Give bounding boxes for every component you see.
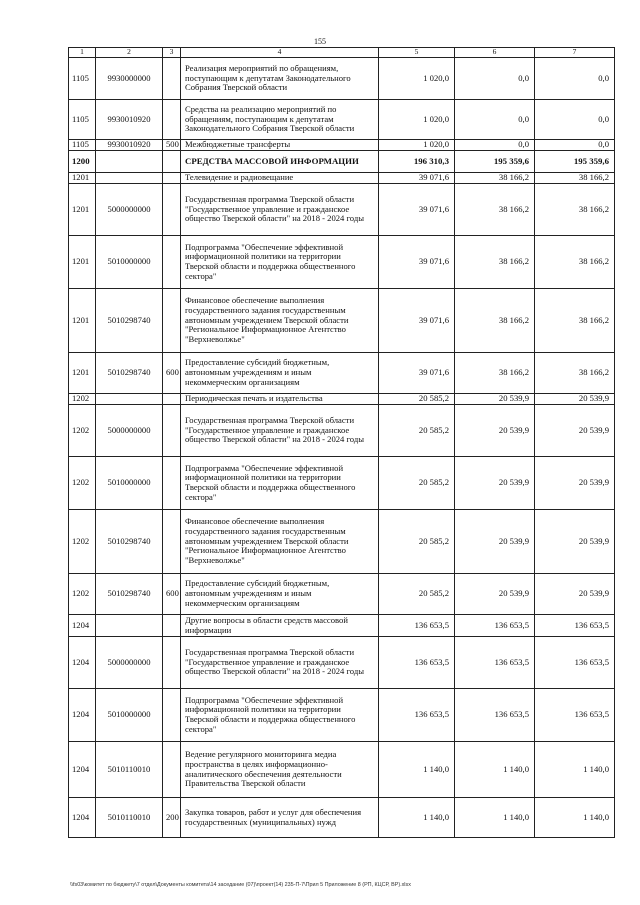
row-code: 1201	[69, 289, 96, 353]
row-target-code: 5010000000	[96, 689, 163, 742]
row-target-code	[96, 151, 163, 173]
row-expense-type	[163, 58, 181, 100]
row-name: Ведение регулярного мониторинга медиа пространства в целях информационно-аналитического обеспечения деятельности Правительства Тверской области	[181, 742, 379, 798]
row-value-col5: 39 071,6	[379, 184, 455, 236]
row-code: 1201	[69, 184, 96, 236]
row-name: Предоставление субсидий бюджетным, автономным учреждениям и иным некоммерческим организациям	[181, 353, 379, 394]
row-name: Финансовое обеспечение выполнения государственного задания государственным автономным учреждением Тверской области "Региональное Информационное Агентство "Верхневолжье"	[181, 510, 379, 574]
row-value-col7: 20 539,9	[535, 394, 615, 405]
row-expense-type: 600	[163, 353, 181, 394]
row-expense-type	[163, 615, 181, 637]
row-value-col5: 1 140,0	[379, 798, 455, 838]
row-target-code: 5010110010	[96, 742, 163, 798]
row-name: Финансовое обеспечение выполнения государственного задания государственным автономным учреждением Тверской области "Региональное Информационное Агентство "Верхневолжье"	[181, 289, 379, 353]
row-value-col6: 0,0	[455, 100, 535, 140]
column-header: 6	[455, 48, 535, 58]
column-header: 3	[163, 48, 181, 58]
row-value-col5: 39 071,6	[379, 289, 455, 353]
row-value-col6: 38 166,2	[455, 184, 535, 236]
row-code: 1204	[69, 742, 96, 798]
row-expense-type	[163, 100, 181, 140]
row-value-col7: 38 166,2	[535, 184, 615, 236]
row-expense-type: 500	[163, 140, 181, 151]
row-value-col5: 20 585,2	[379, 394, 455, 405]
row-expense-type	[163, 742, 181, 798]
row-value-col5: 39 071,6	[379, 236, 455, 289]
row-value-col6: 136 653,5	[455, 637, 535, 689]
row-name: Реализация мероприятий по обращениям, поступающим к депутатам Законодательного Собрания Тверской области	[181, 58, 379, 100]
row-expense-type	[163, 689, 181, 742]
table-row	[69, 58, 615, 100]
row-target-code: 5010000000	[96, 236, 163, 289]
row-name: Подпрограмма "Обеспечение эффективной информационной политики на территории Тверской области и поддержка общественного сектора"	[181, 236, 379, 289]
row-value-col7: 1 140,0	[535, 742, 615, 798]
row-value-col7: 1 140,0	[535, 798, 615, 838]
row-code: 1202	[69, 405, 96, 457]
row-value-col6: 20 539,9	[455, 394, 535, 405]
row-code: 1105	[69, 100, 96, 140]
row-value-col7: 38 166,2	[535, 173, 615, 184]
row-value-col6: 195 359,6	[455, 151, 535, 173]
row-value-col7: 136 653,5	[535, 615, 615, 637]
row-value-col6: 38 166,2	[455, 236, 535, 289]
row-code: 1201	[69, 173, 96, 184]
column-header: 1	[69, 48, 96, 58]
row-value-col7: 0,0	[535, 100, 615, 140]
row-code: 1201	[69, 353, 96, 394]
row-value-col7: 20 539,9	[535, 457, 615, 510]
table-row	[69, 510, 615, 574]
row-value-col6: 1 140,0	[455, 742, 535, 798]
row-name: Межбюджетные трансферты	[181, 140, 379, 151]
row-value-col6: 20 539,9	[455, 405, 535, 457]
table-row	[69, 151, 615, 173]
row-expense-type	[163, 236, 181, 289]
row-expense-type	[163, 184, 181, 236]
row-target-code: 5000000000	[96, 637, 163, 689]
row-expense-type	[163, 394, 181, 405]
row-target-code: 9930000000	[96, 58, 163, 100]
row-expense-type	[163, 405, 181, 457]
column-header: 7	[535, 48, 615, 58]
row-value-col7: 136 653,5	[535, 689, 615, 742]
row-value-col5: 136 653,5	[379, 689, 455, 742]
table-row	[69, 353, 615, 394]
row-code: 1200	[69, 151, 96, 173]
row-expense-type	[163, 457, 181, 510]
table-row	[69, 173, 615, 184]
row-target-code: 5010000000	[96, 457, 163, 510]
row-target-code: 5000000000	[96, 184, 163, 236]
row-value-col6: 1 140,0	[455, 798, 535, 838]
row-target-code: 5000000000	[96, 405, 163, 457]
row-value-col5: 1 020,0	[379, 58, 455, 100]
row-value-col6: 0,0	[455, 140, 535, 151]
table-row	[69, 457, 615, 510]
page-number: 155	[314, 37, 326, 46]
row-code: 1204	[69, 798, 96, 838]
table-row	[69, 615, 615, 637]
budget-table	[68, 47, 615, 838]
row-code: 1105	[69, 58, 96, 100]
table-row	[69, 394, 615, 405]
row-value-col5: 20 585,2	[379, 510, 455, 574]
row-value-col6: 38 166,2	[455, 289, 535, 353]
column-number-row	[69, 48, 615, 58]
row-value-col7: 195 359,6	[535, 151, 615, 173]
row-code: 1204	[69, 637, 96, 689]
row-target-code: 5010298740	[96, 510, 163, 574]
table-row	[69, 236, 615, 289]
row-expense-type	[163, 637, 181, 689]
row-name: Подпрограмма "Обеспечение эффективной информационной политики на территории Тверской области и поддержка общественного сектора"	[181, 689, 379, 742]
row-value-col6: 0,0	[455, 58, 535, 100]
table-row	[69, 289, 615, 353]
row-value-col7: 20 539,9	[535, 574, 615, 615]
row-code: 1204	[69, 689, 96, 742]
file-path-footer: \\fs03\комитет по бюджету\7 отдел\Документы комитета\14 заседание (07)\проект(14) 235-П-7\Прил 5 Приложение 8 (РП, КЦСР, ВР).xlsx	[70, 882, 411, 888]
table-row	[69, 742, 615, 798]
row-code: 1202	[69, 394, 96, 405]
row-target-code: 9930010920	[96, 100, 163, 140]
row-name: Телевидение и радиовещание	[181, 173, 379, 184]
row-value-col7: 0,0	[535, 140, 615, 151]
row-value-col5: 1 140,0	[379, 742, 455, 798]
table-row	[69, 574, 615, 615]
table-row	[69, 184, 615, 236]
row-target-code: 5010110010	[96, 798, 163, 838]
row-value-col5: 20 585,2	[379, 405, 455, 457]
row-value-col7: 38 166,2	[535, 236, 615, 289]
row-name: Периодическая печать и издательства	[181, 394, 379, 405]
row-expense-type	[163, 151, 181, 173]
row-value-col5: 136 653,5	[379, 637, 455, 689]
row-value-col5: 39 071,6	[379, 173, 455, 184]
row-value-col6: 136 653,5	[455, 615, 535, 637]
row-code: 1202	[69, 574, 96, 615]
row-code: 1204	[69, 615, 96, 637]
row-name: СРЕДСТВА МАССОВОЙ ИНФОРМАЦИИ	[181, 151, 379, 173]
row-target-code: 9930010920	[96, 140, 163, 151]
row-expense-type	[163, 173, 181, 184]
row-value-col7: 38 166,2	[535, 289, 615, 353]
row-value-col6: 20 539,9	[455, 574, 535, 615]
row-name: Другие вопросы в области средств массовой информации	[181, 615, 379, 637]
table-row	[69, 798, 615, 838]
row-expense-type	[163, 510, 181, 574]
row-expense-type: 600	[163, 574, 181, 615]
table-row	[69, 637, 615, 689]
row-target-code: 5010298740	[96, 289, 163, 353]
row-target-code	[96, 394, 163, 405]
row-value-col5: 136 653,5	[379, 615, 455, 637]
row-name: Подпрограмма "Обеспечение эффективной информационной политики на территории Тверской области и поддержка общественного сектора"	[181, 457, 379, 510]
table-row	[69, 100, 615, 140]
row-value-col5: 20 585,2	[379, 457, 455, 510]
row-value-col7: 20 539,9	[535, 405, 615, 457]
row-target-code: 5010298740	[96, 353, 163, 394]
row-value-col6: 136 653,5	[455, 689, 535, 742]
row-value-col5: 20 585,2	[379, 574, 455, 615]
row-value-col6: 38 166,2	[455, 353, 535, 394]
row-value-col7: 20 539,9	[535, 510, 615, 574]
row-name: Государственная программа Тверской области "Государственное управление и гражданское общество Тверской области" на 2018 - 2024 годы	[181, 405, 379, 457]
row-name: Средства на реализацию мероприятий по обращениям, поступающим к депутатам Законодательного Собрания Тверской области	[181, 100, 379, 140]
row-value-col6: 20 539,9	[455, 510, 535, 574]
column-header: 2	[96, 48, 163, 58]
row-name: Государственная программа Тверской области "Государственное управление и гражданское общество Тверской области" на 2018 - 2024 годы	[181, 184, 379, 236]
row-value-col7: 0,0	[535, 58, 615, 100]
row-code: 1201	[69, 236, 96, 289]
column-header: 5	[379, 48, 455, 58]
row-name: Предоставление субсидий бюджетным, автономным учреждениям и иным некоммерческим организациям	[181, 574, 379, 615]
row-code: 1202	[69, 510, 96, 574]
table-row	[69, 140, 615, 151]
row-value-col6: 38 166,2	[455, 173, 535, 184]
row-name: Закупка товаров, работ и услуг для обеспечения государственных (муниципальных) нужд	[181, 798, 379, 838]
row-value-col5: 1 020,0	[379, 140, 455, 151]
row-target-code	[96, 615, 163, 637]
row-value-col7: 38 166,2	[535, 353, 615, 394]
row-name: Государственная программа Тверской области "Государственное управление и гражданское общество Тверской области" на 2018 - 2024 годы	[181, 637, 379, 689]
column-header: 4	[181, 48, 379, 58]
row-code: 1202	[69, 457, 96, 510]
row-target-code	[96, 173, 163, 184]
row-value-col5: 1 020,0	[379, 100, 455, 140]
row-target-code: 5010298740	[96, 574, 163, 615]
row-value-col7: 136 653,5	[535, 637, 615, 689]
row-value-col5: 196 310,3	[379, 151, 455, 173]
table-row	[69, 689, 615, 742]
row-code: 1105	[69, 140, 96, 151]
row-expense-type: 200	[163, 798, 181, 838]
row-expense-type	[163, 289, 181, 353]
row-value-col6: 20 539,9	[455, 457, 535, 510]
row-value-col5: 39 071,6	[379, 353, 455, 394]
table-row	[69, 405, 615, 457]
